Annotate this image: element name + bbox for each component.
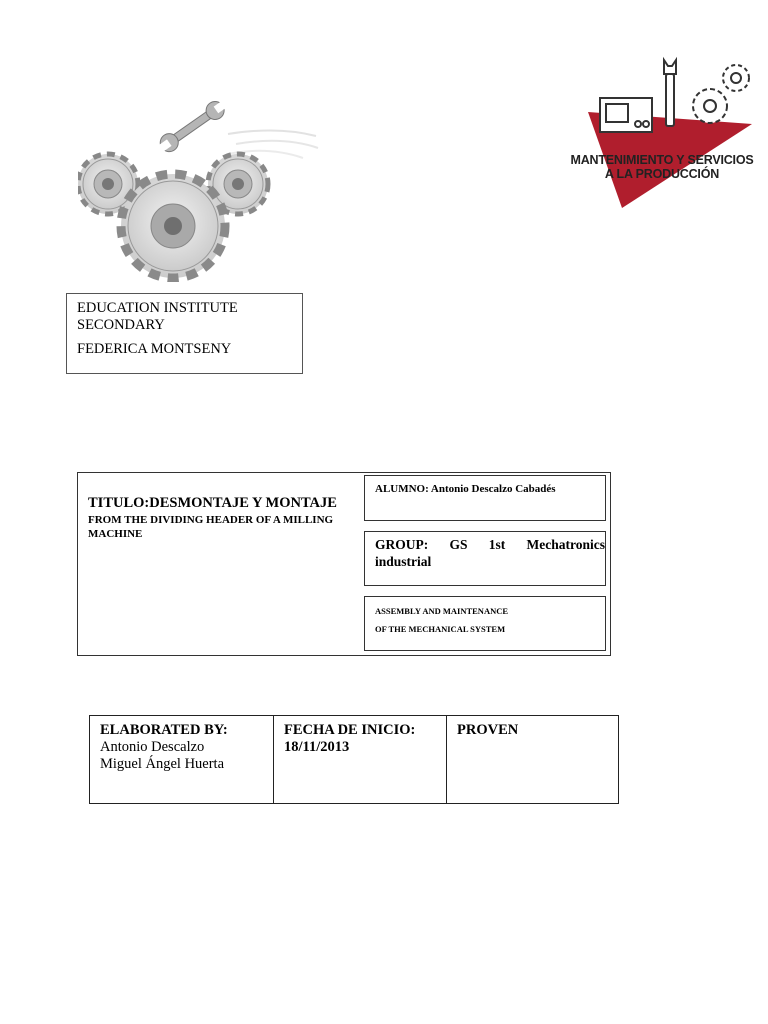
proven-label: PROVEN <box>457 722 519 738</box>
gears-illustration <box>78 96 322 282</box>
fecha-cell <box>274 716 447 803</box>
project-subtitle: FROM THE DIVIDING HEADER OF A MILLING MACHINE <box>88 514 334 540</box>
group-box <box>364 531 606 586</box>
wrench-icon <box>156 97 229 156</box>
school-line2: SECONDARY <box>77 317 165 333</box>
proven-cell <box>447 716 618 803</box>
logo <box>560 56 764 216</box>
assembly-box <box>364 596 606 651</box>
group-word-1: GS <box>449 537 468 552</box>
group-label: GROUP: <box>375 537 429 552</box>
group-word-3: Mechatronics <box>526 537 605 552</box>
school-line1: EDUCATION INSTITUTE <box>77 300 238 316</box>
school-info-box <box>66 293 303 374</box>
logo-text-line2: A LA PRODUCCIÓN <box>604 167 720 181</box>
title-box <box>77 472 611 656</box>
group-word-2: 1st <box>488 537 506 552</box>
elaborated-cell <box>90 716 274 803</box>
author-2: Miguel Ángel Huerta <box>100 756 225 772</box>
alumno-text: ALUMNO: Antonio Descalzo Cabadés <box>375 483 556 495</box>
group-word-4: industrial <box>375 554 432 569</box>
logo-graphic <box>560 56 764 216</box>
elaborated-label: ELABORATED BY: <box>100 722 228 738</box>
assembly-line1: ASSEMBLY AND MAINTENANCE <box>375 606 509 616</box>
large-gear-icon <box>121 174 225 278</box>
project-title: TITULO:DESMONTAJE Y MONTAJE <box>88 495 337 511</box>
school-line3: FEDERICA MONTSENY <box>77 341 232 357</box>
fecha-label: FECHA DE INICIO: <box>284 722 416 738</box>
alumno-box <box>364 475 606 521</box>
info-table <box>89 715 619 804</box>
author-1: Antonio Descalzo <box>100 739 205 755</box>
assembly-line2: OF THE MECHANICAL SYSTEM <box>375 624 506 634</box>
fecha-value: 18/11/2013 <box>284 739 350 755</box>
logo-text-line1: MANTENIMIENTO Y SERVICIOS <box>570 153 754 167</box>
